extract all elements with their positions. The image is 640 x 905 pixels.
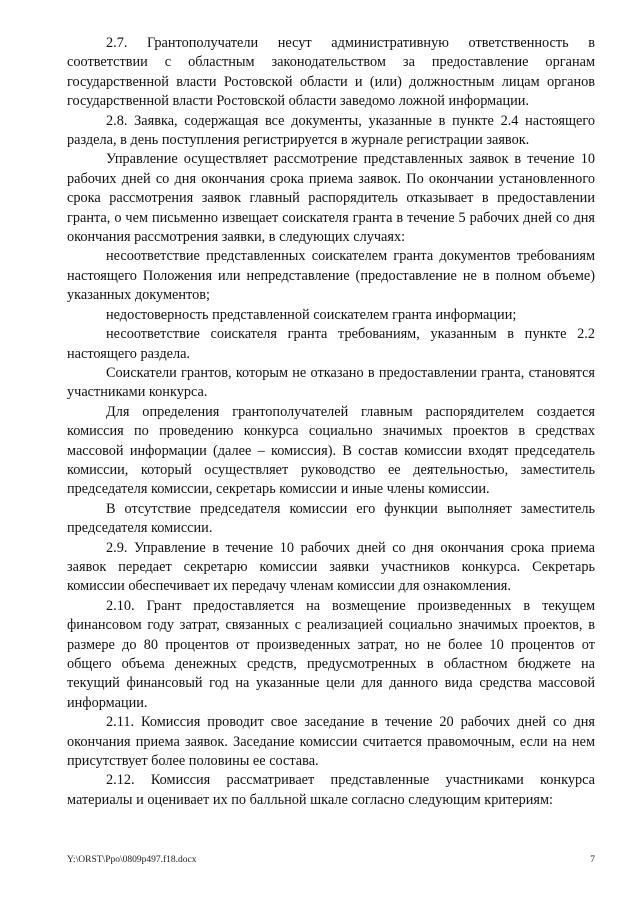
footer-file-path: Y:\ORST\Ppo\0809p497.f18.docx bbox=[67, 855, 197, 865]
paragraph-2-7: 2.7. Грантополучатели несут административную ответственность в соответствии с областным законодательством за предоставление органам государственной власти Ростовской области и (или) должностным лицам органов государственной власти Ростовской области заведомо ложной информации. bbox=[67, 35, 595, 110]
paragraph-deputy: В отсутствие председателя комиссии его функции выполняет заместитель председателя комиссии. bbox=[67, 500, 595, 537]
paragraph-2-8: 2.8. Заявка, содержащая все документы, указанные в пункте 2.4 настоящего раздела, в день поступления регистрируется в журнале регистрации заявок. bbox=[67, 112, 595, 149]
document-body bbox=[67, 34, 595, 810]
paragraph-refusal-reason-3: несоответствие соискателя гранта требованиям, указанным в пункте 2.2 настоящего раздела. bbox=[67, 326, 595, 362]
paragraph-2-9: 2.9. Управление в течение 10 рабочих дней со дня окончания срока приема заявок передает секретарю комиссии заявки участников конкурса. Секретарь комиссии обеспечивает их передачу членам комиссии для ознакомления. bbox=[67, 539, 595, 595]
paragraph-refusal-reason-2: недостоверность представленной соискателем гранта информации; bbox=[106, 306, 517, 323]
paragraph-review: Управление осуществляет рассмотрение представленных заявок в течение 10 рабочих дней со дня окончания срока приема заявок. По окончании установленного срока рассмотрения заявок главный распорядитель отказывает в предоставлении гранта, о чем письменно извещает соискателя гранта в течение 5 рабочих дней со дня окончания рассмотрения заявки, в следующих случаях: bbox=[67, 151, 595, 246]
paragraph-commission: Для определения грантополучателей главным распорядителем создается комиссия по проведению конкурса социально значимых проектов в средствах массовой информации (далее – комиссия). В состав комиссии входят председатель комиссии, который осуществляет руководство ее деятельностью, заместитель председателя комиссии, секретарь комиссии и иные члены комиссии. bbox=[67, 403, 595, 498]
paragraph-participants: Соискатели грантов, которым не отказано в предоставлении гранта, становятся участниками конкурса. bbox=[67, 364, 595, 401]
paragraph-2-11: 2.11. Комиссия проводит свое заседание в течение 20 рабочих дней со дня окончания приема заявок. Заседание комиссии считается правомочным, если на нем присутствует более половины ее состава. bbox=[67, 714, 595, 770]
paragraph-2-12: 2.12. Комиссия рассматривает представленные участниками конкурса материалы и оценивает их по балльной шкале согласно следующим критериям: bbox=[67, 772, 595, 808]
paragraph-refusal-reason-1: несоответствие представленных соискателем гранта документов требованиям настоящего Положения или непредставление (предоставление не в полном объеме) указанных документов; bbox=[67, 248, 595, 304]
footer-page-number: 7 bbox=[590, 855, 595, 865]
paragraph-2-10: 2.10. Грант предоставляется на возмещение произведенных в текущем финансовом году затрат, связанных с реализацией социально значимых проектов, в размере до 80 процентов от произведенных затрат, но не более 10 процентов от общего объема денежных средств, предусмотренных в областном бюджете на текущий финансовый год на указанные цели для данного вида средства массовой информации. bbox=[67, 597, 595, 711]
